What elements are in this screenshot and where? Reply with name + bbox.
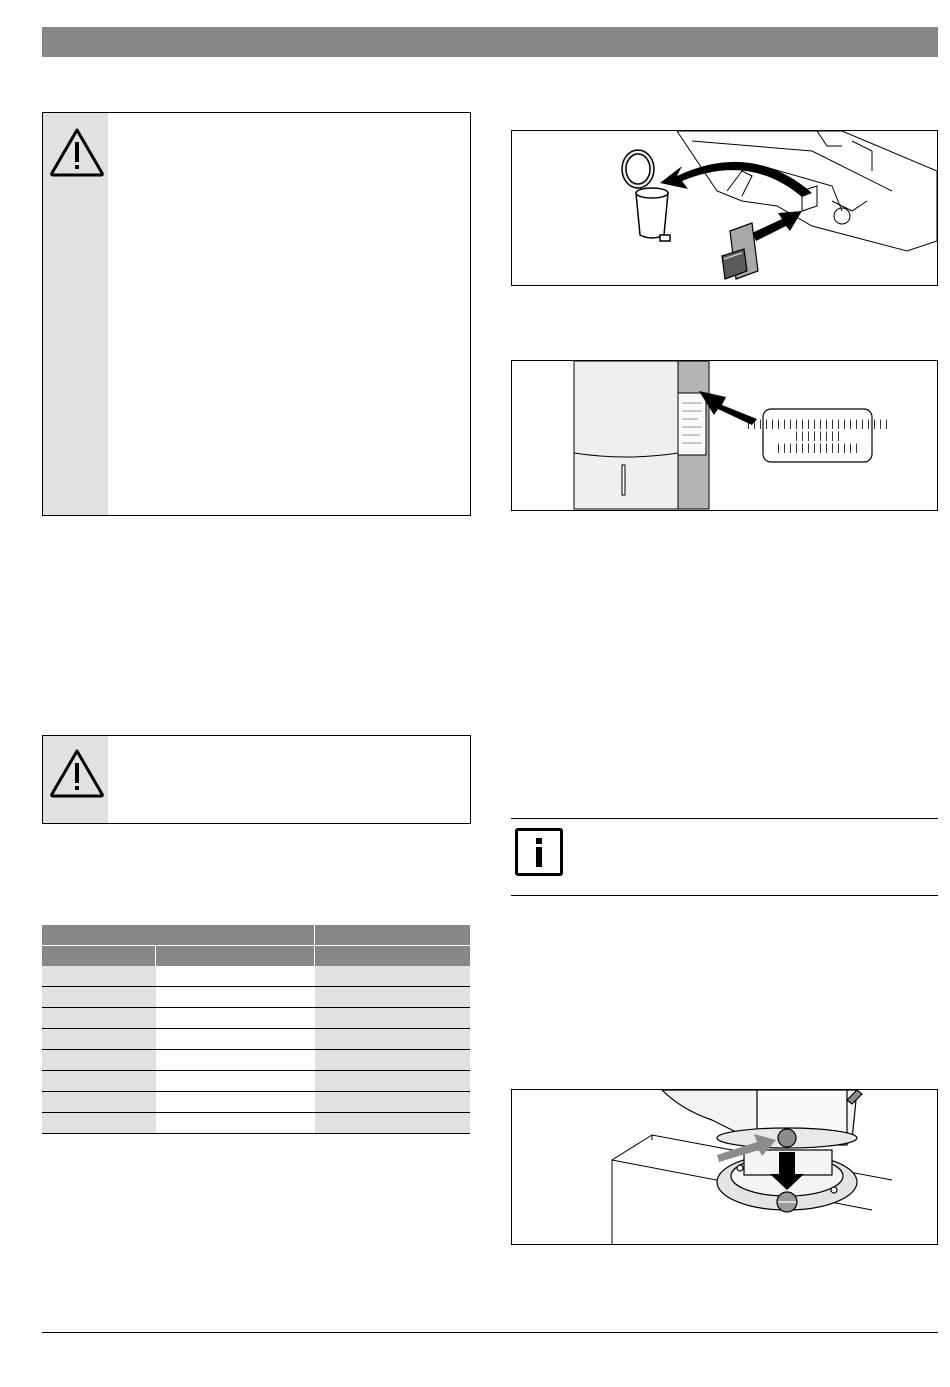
type-plate-line-3: |||||||||||||| xyxy=(775,444,860,455)
warning-triangle-icon xyxy=(49,748,105,798)
table-cell xyxy=(315,987,471,1008)
table-row xyxy=(42,987,470,1008)
table-cell xyxy=(42,1008,156,1029)
table-cell xyxy=(315,1029,471,1050)
table-cell xyxy=(315,966,471,987)
insert-arrow-icon xyxy=(752,211,802,241)
footer-rule xyxy=(42,1332,938,1333)
table-cell xyxy=(156,1050,315,1071)
table-cell xyxy=(42,987,156,1008)
table-row xyxy=(42,966,470,987)
table-cell xyxy=(42,1113,156,1134)
type-plate-line-2: |||||||| xyxy=(793,432,842,443)
type-plate-line-1: |||||||||||||||||||||||| xyxy=(745,420,890,431)
table-cell xyxy=(156,1071,315,1092)
warning-box xyxy=(42,112,471,516)
table-cell xyxy=(42,1050,156,1071)
table-cell xyxy=(156,987,315,1008)
table-cell xyxy=(42,1029,156,1050)
table-row xyxy=(42,1050,470,1071)
flue-illustration xyxy=(512,1090,937,1244)
module-replacement-illustration xyxy=(512,131,937,285)
header-band xyxy=(42,27,938,57)
table-cell xyxy=(156,1008,315,1029)
table-header-row xyxy=(42,925,470,946)
spec-table xyxy=(42,925,470,1134)
figure-flue-test-point xyxy=(511,1089,938,1245)
table-row xyxy=(42,1071,470,1092)
table-cell xyxy=(315,1092,471,1113)
table-cell xyxy=(156,1029,315,1050)
table-header-cell xyxy=(42,946,156,967)
warning-box xyxy=(42,735,471,824)
coding-plug-icon xyxy=(722,223,758,279)
table-cell xyxy=(42,1071,156,1092)
table-cell xyxy=(156,966,315,987)
table-cell xyxy=(315,1071,471,1092)
table-row xyxy=(42,1113,470,1134)
figure-module-replacement xyxy=(511,130,938,286)
info-icon xyxy=(515,828,563,876)
table-cell xyxy=(42,1092,156,1113)
table-cell xyxy=(315,1050,471,1071)
table-cell xyxy=(315,1113,471,1134)
table-row xyxy=(42,1029,470,1050)
waste-bin-icon xyxy=(622,150,670,241)
boiler-illustration xyxy=(512,361,937,510)
table-header-cell xyxy=(315,946,471,967)
table-header-cell xyxy=(315,925,471,946)
table-header-row xyxy=(42,946,470,967)
table-row xyxy=(42,1092,470,1113)
warning-triangle-icon xyxy=(49,127,105,177)
table-cell xyxy=(315,1008,471,1029)
figure-boiler-label xyxy=(511,360,938,511)
info-note xyxy=(511,818,938,896)
table-cell xyxy=(42,966,156,987)
table-row xyxy=(42,1008,470,1029)
table-header-cell xyxy=(156,946,315,967)
table-header-cell xyxy=(42,925,315,946)
table-cell xyxy=(156,1113,315,1134)
table-cell xyxy=(156,1092,315,1113)
